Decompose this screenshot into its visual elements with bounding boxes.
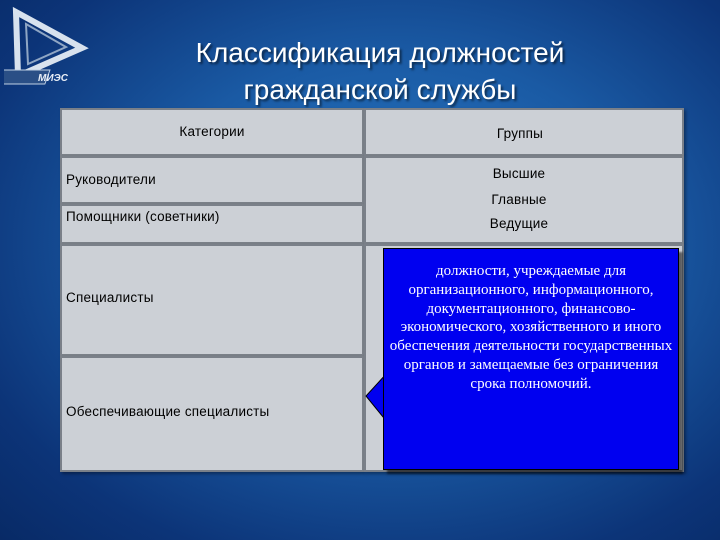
category-label: Помощники (советники) [66,209,220,224]
header-categories: Категории [179,124,245,139]
category-label: Руководители [66,172,156,187]
group-label: Высшие [492,166,546,181]
group-label: Главные [491,192,547,207]
callout-text: должности, учреждаемые для организационного, информационного, документационного, финансово-экономического, хозяйственного и иного обеспечения деятельности государственных органов и замещаемые без ограничения срока полномочий. [389,263,673,392]
logo-text: МИЭС [38,73,68,84]
title-line-2: гражданской службы [243,74,517,105]
category-label: Специалисты [66,290,154,305]
title-line-1: Классификация должностей [195,37,565,68]
group-label: Ведущие [489,216,549,231]
category-label: Обеспечивающие специалисты [66,404,270,419]
header-groups: Группы [496,126,544,141]
